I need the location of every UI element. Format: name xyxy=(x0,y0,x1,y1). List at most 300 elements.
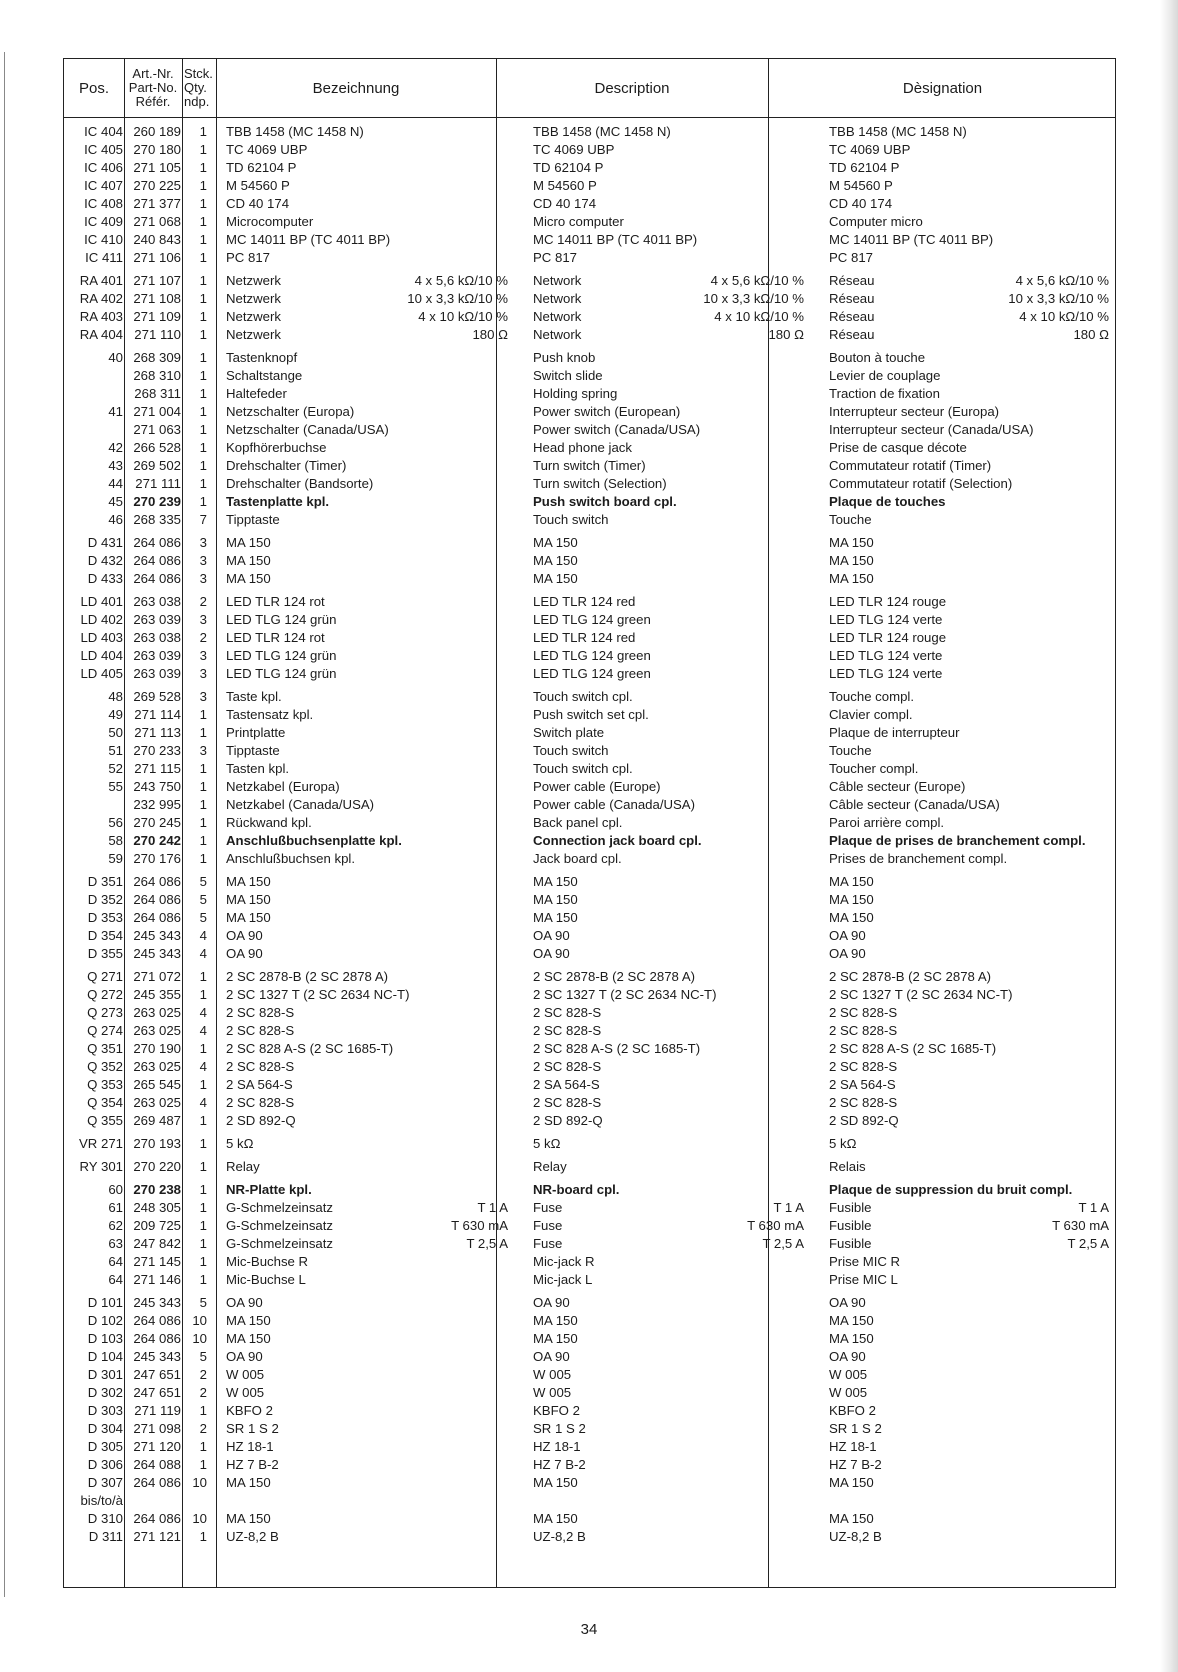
cell-designation: Bouton à touche xyxy=(829,350,926,365)
cell-bezeichnung: MA 150 xyxy=(226,1313,271,1328)
row-group xyxy=(64,1181,1115,1289)
cell-designation: HZ 7 B-2 xyxy=(829,1457,882,1472)
table-row xyxy=(64,1076,1115,1094)
cell-qty: 1 xyxy=(199,779,207,794)
cell-pos: 64 xyxy=(108,1254,123,1269)
cell-art-no: 269 528 xyxy=(133,689,181,704)
cell-qty: 1 xyxy=(199,725,207,740)
cell-bezeichnung: OA 90 xyxy=(226,928,263,943)
cell-pos: Q 355 xyxy=(87,1113,123,1128)
cell-qty: 1 xyxy=(199,1113,207,1128)
cell-value-spec: T 630 mA xyxy=(747,1218,804,1233)
cell-pos: D 104 xyxy=(87,1349,123,1364)
cell-bezeichnung: W 005 xyxy=(226,1385,265,1400)
cell-description: OA 90 xyxy=(533,1349,570,1364)
cell-designation: MA 150 xyxy=(829,874,874,889)
cell-art-no: 263 025 xyxy=(133,1059,181,1074)
header-art-de: Art.-Nr. xyxy=(132,66,174,81)
cell-art-no: 270 233 xyxy=(133,743,181,758)
cell-pos: 42 xyxy=(108,440,123,455)
cell-qty: 1 xyxy=(199,1254,207,1269)
cell-pos: D 101 xyxy=(87,1295,123,1310)
cell-description: 2 SC 1327 T (2 SC 2634 NC-T) xyxy=(533,987,717,1002)
cell-art-no: 264 086 xyxy=(133,553,181,568)
cell-qty: 3 xyxy=(199,553,207,568)
cell-description: Holding spring xyxy=(533,386,618,401)
cell-pos: LD 402 xyxy=(80,612,123,627)
cell-pos: RA 401 xyxy=(79,273,123,288)
cell-qty: 10 xyxy=(192,1331,207,1346)
cell-pos: 51 xyxy=(108,743,123,758)
parts-list-table xyxy=(63,58,1116,1588)
cell-bezeichnung: Tipptaste xyxy=(226,743,280,758)
cell-qty: 7 xyxy=(199,512,207,527)
cell-qty: 1 xyxy=(199,273,207,288)
cell-bezeichnung: G-Schmelzeinsatz xyxy=(226,1218,334,1233)
cell-art-no: 271 106 xyxy=(133,250,181,265)
cell-pos: 45 xyxy=(108,494,123,509)
cell-description: CD 40 174 xyxy=(533,196,597,211)
cell-art-no: 271 105 xyxy=(133,160,181,175)
cell-description: PC 817 xyxy=(533,250,577,265)
cell-value-spec: T 1 A xyxy=(1078,1200,1109,1215)
cell-qty: 1 xyxy=(199,1457,207,1472)
cell-art-no: 264 086 xyxy=(133,874,181,889)
cell-pos: D 303 xyxy=(87,1403,123,1418)
cell-pos: D 301 xyxy=(87,1367,123,1382)
cell-art-no: 268 335 xyxy=(133,512,181,527)
cell-value-spec: T 1 A xyxy=(477,1200,508,1215)
cell-designation: HZ 18-1 xyxy=(829,1439,877,1454)
cell-description: MA 150 xyxy=(533,874,578,889)
cell-bezeichnung: MA 150 xyxy=(226,535,271,550)
cell-pos: D 355 xyxy=(87,946,123,961)
cell-designation: Levier de couplage xyxy=(829,368,941,383)
cell-designation: PC 817 xyxy=(829,250,873,265)
cell-bezeichnung: UZ-8,2 B xyxy=(226,1529,279,1544)
cell-qty: 1 xyxy=(199,1439,207,1454)
cell-qty: 10 xyxy=(192,1511,207,1526)
table-row xyxy=(64,688,1115,706)
cell-art-no: 271 113 xyxy=(134,725,181,740)
cell-pos: IC 408 xyxy=(84,196,123,211)
cell-designation: Fusible xyxy=(829,1236,872,1251)
cell-bezeichnung: Netzwerk xyxy=(226,309,281,324)
cell-bezeichnung: LED TLG 124 grün xyxy=(226,666,337,681)
cell-bezeichnung: MA 150 xyxy=(226,1511,271,1526)
cell-art-no: 245 355 xyxy=(133,987,181,1002)
cell-pos: Q 273 xyxy=(87,1005,123,1020)
cell-bezeichnung: Schaltstange xyxy=(226,368,303,383)
cell-pos: LD 405 xyxy=(80,666,123,681)
cell-value-spec: 180 Ω xyxy=(768,327,804,342)
cell-description: OA 90 xyxy=(533,946,570,961)
cell-designation: Commutateur rotatif (Selection) xyxy=(829,476,1013,491)
cell-designation: MA 150 xyxy=(829,535,874,550)
row-group xyxy=(64,968,1115,1130)
cell-designation: Câble secteur (Canada/USA) xyxy=(829,797,1000,812)
cell-designation: 2 SD 892-Q xyxy=(829,1113,899,1128)
cell-art-no: 263 025 xyxy=(133,1005,181,1020)
cell-qty: 1 xyxy=(199,142,207,157)
cell-qty: 1 xyxy=(199,815,207,830)
cell-description: 2 SC 2878-B (2 SC 2878 A) xyxy=(533,969,696,984)
cell-art-no: 271 098 xyxy=(133,1421,181,1436)
cell-value-spec: T 2,5 A xyxy=(466,1236,508,1251)
cell-description: MC 14011 BP (TC 4011 BP) xyxy=(533,232,698,247)
cell-art-no: 268 309 xyxy=(133,350,181,365)
cell-pos: Q 272 xyxy=(87,987,123,1002)
cell-description: Power cable (Canada/USA) xyxy=(533,797,695,812)
cell-art-no: 232 995 xyxy=(133,797,181,812)
cell-designation: TD 62104 P xyxy=(829,160,900,175)
cell-bezeichnung: M 54560 P xyxy=(226,178,290,193)
cell-bezeichnung: MA 150 xyxy=(226,892,271,907)
table-row xyxy=(64,403,1115,421)
cell-description: MA 150 xyxy=(533,553,578,568)
cell-pos: IC 411 xyxy=(85,250,123,265)
cell-bezeichnung: Haltefeder xyxy=(226,386,287,401)
cell-qty: 1 xyxy=(199,851,207,866)
row-group xyxy=(64,593,1115,683)
cell-description: LED TLG 124 green xyxy=(533,666,651,681)
cell-qty: 3 xyxy=(199,743,207,758)
cell-art-no: 265 545 xyxy=(133,1077,181,1092)
cell-art-no: 264 086 xyxy=(133,892,181,907)
table-row xyxy=(64,326,1115,344)
cell-bezeichnung: MA 150 xyxy=(226,1331,271,1346)
cell-designation: 2 SC 2878-B (2 SC 2878 A) xyxy=(829,969,992,984)
table-row xyxy=(64,986,1115,1004)
cell-art-no: 247 651 xyxy=(133,1367,181,1382)
cell-value-spec: T 2,5 A xyxy=(762,1236,804,1251)
cell-qty: 5 xyxy=(199,1349,207,1364)
cell-description: MA 150 xyxy=(533,1475,578,1490)
cell-bezeichnung: Drehschalter (Bandsorte) xyxy=(226,476,374,491)
cell-designation: Plaque de interrupteur xyxy=(829,725,960,740)
cell-art-no: 266 528 xyxy=(133,440,181,455)
cell-qty: 1 xyxy=(199,1236,207,1251)
cell-bezeichnung: 2 SC 828-S xyxy=(226,1005,295,1020)
cell-art-no: 271 072 xyxy=(133,969,181,984)
cell-art-no: 243 750 xyxy=(133,779,181,794)
table-row xyxy=(64,123,1115,141)
cell-pos: D 302 xyxy=(87,1385,123,1400)
cell-qty: 1 xyxy=(199,368,207,383)
cell-art-no: 269 502 xyxy=(133,458,181,473)
cell-qty: 1 xyxy=(199,1529,207,1544)
cell-art-no: 245 343 xyxy=(133,1295,181,1310)
cell-qty: 1 xyxy=(199,386,207,401)
cell-description: LED TLG 124 green xyxy=(533,648,651,663)
cell-qty: 1 xyxy=(199,232,207,247)
cell-designation: Réseau xyxy=(829,327,875,342)
cell-bezeichnung: Tastensatz kpl. xyxy=(226,707,314,722)
cell-description: W 005 xyxy=(533,1385,572,1400)
cell-designation: 2 SC 828-S xyxy=(829,1005,898,1020)
cell-art-no: 270 242 xyxy=(133,833,181,848)
cell-designation: KBFO 2 xyxy=(829,1403,876,1418)
cell-pos: Q 353 xyxy=(87,1077,123,1092)
table-row xyxy=(64,213,1115,231)
cell-designation: Touche xyxy=(829,512,872,527)
table-row xyxy=(64,1135,1115,1153)
row-group xyxy=(64,1294,1115,1546)
cell-qty: 1 xyxy=(199,707,207,722)
cell-description: MA 150 xyxy=(533,892,578,907)
cell-bezeichnung: 2 SD 892-Q xyxy=(226,1113,296,1128)
cell-art-no: 270 180 xyxy=(133,142,181,157)
table-row xyxy=(64,1112,1115,1130)
table-row xyxy=(64,1330,1115,1348)
table-row xyxy=(64,706,1115,724)
cell-value-spec: T 630 mA xyxy=(1052,1218,1109,1233)
cell-art-no: 240 843 xyxy=(133,232,181,247)
cell-designation: TC 4069 UBP xyxy=(829,142,911,157)
cell-qty: 1 xyxy=(199,178,207,193)
table-row xyxy=(64,141,1115,159)
cell-description: 2 SC 828-S xyxy=(533,1005,602,1020)
cell-description: TD 62104 P xyxy=(533,160,604,175)
cell-value-spec: 10 x 3,3 kΩ/10 % xyxy=(407,291,508,306)
cell-bezeichnung: 2 SC 1327 T (2 SC 2634 NC-T) xyxy=(226,987,410,1002)
table-row xyxy=(64,909,1115,927)
cell-description: UZ-8,2 B xyxy=(533,1529,586,1544)
cell-designation: Touche xyxy=(829,743,872,758)
cell-value-spec: 10 x 3,3 kΩ/10 % xyxy=(1008,291,1109,306)
cell-qty: 2 xyxy=(199,630,207,645)
cell-qty: 4 xyxy=(199,1059,207,1074)
table-row xyxy=(64,1217,1115,1235)
cell-art-no: 271 119 xyxy=(134,1403,181,1418)
cell-designation: Plaque de touches xyxy=(829,494,946,509)
cell-art-no: 264 088 xyxy=(133,1457,181,1472)
cell-designation: LED TLG 124 verte xyxy=(829,648,943,663)
cell-pos: D 433 xyxy=(87,571,123,586)
table-row xyxy=(64,1456,1115,1474)
cell-art-no: 245 343 xyxy=(133,946,181,961)
cell-art-no: 270 190 xyxy=(133,1041,181,1056)
cell-bezeichnung: Netzwerk xyxy=(226,327,281,342)
cell-pos: D 351 xyxy=(87,874,123,889)
table-row xyxy=(64,1094,1115,1112)
cell-art-no: 268 310 xyxy=(133,368,181,383)
cell-art-no: 264 086 xyxy=(133,1511,181,1526)
cell-qty: 4 xyxy=(199,1023,207,1038)
cell-art-no: 263 038 xyxy=(133,594,181,609)
cell-designation: Relais xyxy=(829,1159,866,1174)
cell-description: SR 1 S 2 xyxy=(533,1421,586,1436)
cell-designation: TBB 1458 (MC 1458 N) xyxy=(829,124,967,139)
header-qty-en: Qty. xyxy=(184,80,207,95)
cell-description: HZ 7 B-2 xyxy=(533,1457,586,1472)
cell-description: 5 kΩ xyxy=(533,1136,561,1151)
cell-art-no: 260 189 xyxy=(133,124,181,139)
cell-value-spec: 4 x 10 kΩ/10 % xyxy=(714,309,804,324)
cell-description: Turn switch (Timer) xyxy=(533,458,646,473)
cell-description: MA 150 xyxy=(533,1511,578,1526)
table-row xyxy=(64,796,1115,814)
cell-description: MA 150 xyxy=(533,535,578,550)
cell-designation: Câble secteur (Europe) xyxy=(829,779,966,794)
cell-art-no: 271 111 xyxy=(135,476,181,491)
cell-qty: 1 xyxy=(199,214,207,229)
cell-pos: D 310 xyxy=(87,1511,123,1526)
cell-art-no: 245 343 xyxy=(133,928,181,943)
table-row xyxy=(64,534,1115,552)
cell-bezeichnung: Relay xyxy=(226,1159,260,1174)
cell-pos: LD 404 xyxy=(80,648,123,663)
table-row xyxy=(64,1420,1115,1438)
cell-designation: Prise MIC R xyxy=(829,1254,901,1269)
cell-pos: D 102 xyxy=(87,1313,123,1328)
table-row xyxy=(64,1294,1115,1312)
cell-bezeichnung: Netzwerk xyxy=(226,273,281,288)
cell-pos: VR 271 xyxy=(79,1136,123,1151)
table-row xyxy=(64,457,1115,475)
cell-art-no: 209 725 xyxy=(133,1218,181,1233)
cell-art-no: 264 086 xyxy=(133,910,181,925)
cell-qty: 1 xyxy=(199,309,207,324)
table-row xyxy=(64,873,1115,891)
table-row xyxy=(64,1058,1115,1076)
cell-value-spec: 4 x 10 kΩ/10 % xyxy=(1019,309,1109,324)
cell-bezeichnung: 2 SC 828-S xyxy=(226,1059,295,1074)
cell-description: Network xyxy=(533,327,582,342)
cell-bezeichnung: Anschlußbuchsen kpl. xyxy=(226,851,356,866)
cell-description: Jack board cpl. xyxy=(533,851,622,866)
cell-pos: 62 xyxy=(108,1218,123,1233)
cell-description: Fuse xyxy=(533,1236,563,1251)
cell-qty: 1 xyxy=(199,761,207,776)
cell-qty: 1 xyxy=(199,1136,207,1151)
cell-qty: 1 xyxy=(199,1272,207,1287)
row-group xyxy=(64,349,1115,529)
cell-description: Micro computer xyxy=(533,214,624,229)
cell-art-no: 271 063 xyxy=(133,422,181,437)
cell-description: 2 SC 828 A-S (2 SC 1685-T) xyxy=(533,1041,701,1056)
cell-bezeichnung: MA 150 xyxy=(226,571,271,586)
cell-value-spec: 4 x 5,6 kΩ/10 % xyxy=(414,273,508,288)
cell-pos: D 103 xyxy=(87,1331,123,1346)
cell-designation: 2 SC 828-S xyxy=(829,1095,898,1110)
table-row xyxy=(64,475,1115,493)
cell-pos: bis/to/à xyxy=(80,1493,123,1508)
cell-description: OA 90 xyxy=(533,928,570,943)
cell-pos: 44 xyxy=(108,476,123,491)
cell-qty: 1 xyxy=(199,1403,207,1418)
table-row xyxy=(64,927,1115,945)
table-row xyxy=(64,159,1115,177)
cell-description: Mic-jack R xyxy=(533,1254,595,1269)
cell-designation: Traction de fixation xyxy=(829,386,940,401)
cell-description: Turn switch (Selection) xyxy=(533,476,667,491)
cell-designation: 2 SC 1327 T (2 SC 2634 NC-T) xyxy=(829,987,1013,1002)
table-row xyxy=(64,1312,1115,1330)
cell-description: Power cable (Europe) xyxy=(533,779,661,794)
cell-bezeichnung: 2 SC 828-S xyxy=(226,1095,295,1110)
table-row xyxy=(64,1474,1115,1492)
cell-bezeichnung: Netzschalter (Canada/USA) xyxy=(226,422,389,437)
cell-value-spec: 10 x 3,3 kΩ/10 % xyxy=(703,291,804,306)
cell-description: MA 150 xyxy=(533,910,578,925)
cell-qty: 3 xyxy=(199,648,207,663)
cell-bezeichnung: Microcomputer xyxy=(226,214,314,229)
table-row xyxy=(64,891,1115,909)
cell-description: Switch plate xyxy=(533,725,605,740)
cell-pos: D 304 xyxy=(87,1421,123,1436)
cell-description: Network xyxy=(533,291,582,306)
cell-designation: 2 SC 828-S xyxy=(829,1059,898,1074)
cell-description: Push switch board cpl. xyxy=(533,494,677,509)
cell-bezeichnung: Tasten kpl. xyxy=(226,761,290,776)
cell-description: OA 90 xyxy=(533,1295,570,1310)
cell-bezeichnung: TC 4069 UBP xyxy=(226,142,308,157)
row-group xyxy=(64,1135,1115,1153)
table-row xyxy=(64,231,1115,249)
cell-value-spec: 4 x 10 kΩ/10 % xyxy=(418,309,508,324)
table-row xyxy=(64,421,1115,439)
cell-designation: Prise de casque décote xyxy=(829,440,967,455)
cell-pos: D 311 xyxy=(88,1529,123,1544)
cell-art-no: 247 842 xyxy=(133,1236,181,1251)
row-group xyxy=(64,272,1115,344)
cell-bezeichnung: Drehschalter (Timer) xyxy=(226,458,347,473)
cell-qty: 1 xyxy=(199,1159,207,1174)
table-row xyxy=(64,945,1115,963)
cell-description: Touch switch xyxy=(533,512,609,527)
cell-designation: W 005 xyxy=(829,1367,868,1382)
cell-art-no: 271 114 xyxy=(134,707,181,722)
cell-art-no: 263 025 xyxy=(133,1023,181,1038)
cell-art-no: 264 086 xyxy=(133,1331,181,1346)
cell-description: Touch switch cpl. xyxy=(533,689,633,704)
cell-pos: 61 xyxy=(108,1200,123,1215)
cell-pos: IC 406 xyxy=(84,160,123,175)
cell-bezeichnung: 5 kΩ xyxy=(226,1136,254,1151)
cell-pos: D 431 xyxy=(87,535,123,550)
cell-bezeichnung: Rückwand kpl. xyxy=(226,815,312,830)
cell-designation: Réseau xyxy=(829,273,875,288)
cell-art-no: 271 145 xyxy=(133,1254,181,1269)
page-edge-line xyxy=(4,52,5,1597)
cell-pos: D 432 xyxy=(87,553,123,568)
cell-bezeichnung: Anschlußbuchsenplatte kpl. xyxy=(226,833,402,848)
cell-designation: MA 150 xyxy=(829,1331,874,1346)
cell-qty: 5 xyxy=(199,874,207,889)
cell-pos: D 352 xyxy=(87,892,123,907)
cell-value-spec: 180 Ω xyxy=(1073,327,1109,342)
cell-pos: Q 274 xyxy=(87,1023,123,1038)
header-qty-fr: ndp. xyxy=(184,94,210,109)
cell-qty: 3 xyxy=(199,571,207,586)
header-description: Description xyxy=(594,79,670,97)
cell-description: NR-board cpl. xyxy=(533,1182,620,1197)
cell-designation: UZ-8,2 B xyxy=(829,1529,882,1544)
cell-qty: 4 xyxy=(199,1005,207,1020)
cell-bezeichnung: OA 90 xyxy=(226,946,263,961)
table-row xyxy=(64,272,1115,290)
cell-pos: IC 410 xyxy=(84,232,123,247)
table-row xyxy=(64,850,1115,868)
cell-qty: 1 xyxy=(199,969,207,984)
table-row xyxy=(64,1528,1115,1546)
table-row xyxy=(64,1181,1115,1199)
cell-pos: D 353 xyxy=(87,910,123,925)
cell-bezeichnung: SR 1 S 2 xyxy=(226,1421,279,1436)
cell-designation: Fusible xyxy=(829,1218,872,1233)
cell-description: Push knob xyxy=(533,350,596,365)
